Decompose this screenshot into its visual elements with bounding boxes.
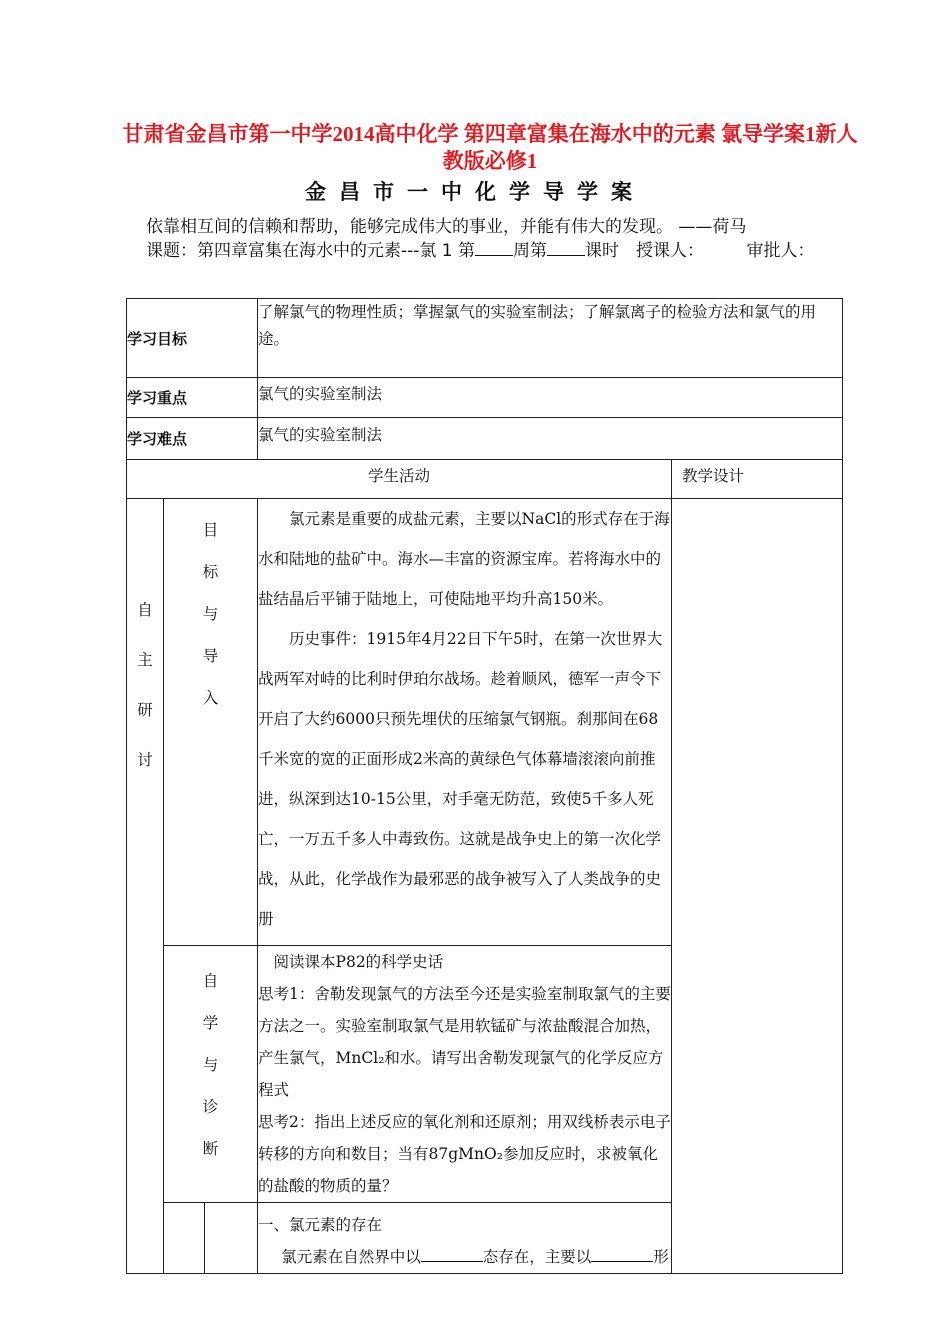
- goal-text: 了解氯气的物理性质；掌握氯气的实验室制法；了解氯离子的检验方法和氯气的用途。: [258, 299, 843, 378]
- topic-part1: 课题：第四章富集在海水中的元素---氯 1 第: [146, 241, 476, 261]
- state-blank[interactable]: [421, 1243, 483, 1262]
- school-heading: 金昌市一中化学导学案: [305, 180, 645, 204]
- teaching-design-cell[interactable]: [672, 499, 843, 1274]
- history-paragraph: 历史事件：1915年4月22日下午5时，在第一次世界大战两军对峙的比利时伊珀尔战场。趁着顺风，德军一声令下开启了大约6000只预先埋伏的压缩氯气钢瓶。刹那间在68千米宽的宽的正面形成2米高的黄绿色气体幕墙滚滚向前推进，纵深到达10-15公里，对手毫无防范，致使5千多人死亡，一万五千多人中毒致伤。这就是战争史上的第一次化学战，从此，化学战作为最邪恶的战争被写入了人类战争的史册: [258, 630, 663, 928]
- week-blank[interactable]: [475, 238, 513, 256]
- empty-cell: [205, 1203, 258, 1274]
- self-study-content: [258, 946, 672, 1203]
- difficulty-label: 学习难点: [127, 418, 258, 460]
- document-title: 甘肃省金昌市第一中学2014高中化学 第四章富集在海水中的元素 氯导学案1新人教版必修1: [122, 122, 858, 173]
- intro-content: [258, 499, 672, 946]
- motto-quote: 依靠相互间的信赖和帮助，能够完成伟大的事业，并能有伟大的发现。 ——荷马: [146, 217, 747, 237]
- self-study-label: 自 学 与 诊 断: [164, 946, 258, 1203]
- question-2: 思考2：指出上述反应的氧化剂和还原剂；用双线桥表示电子转移的方向和数目；当有87gMnO₂参加反应时，求被氧化的盐酸的物质的量？: [258, 1113, 671, 1195]
- study-plan-table: [126, 298, 843, 1274]
- goal-intro-label: 目 标 与 导 入: [164, 499, 258, 946]
- period-blank[interactable]: [547, 238, 585, 256]
- topic-part3: 课时 授课人： 审批人：: [585, 241, 815, 261]
- intro-paragraph: 氯元素是重要的成盐元素，主要以NaCl的形式存在于海水和陆地的盐矿中。海水—丰富的资源宝库。若将海水中的盐结晶后平铺于陆地上，可使陆地平均升高150米。: [258, 510, 670, 608]
- chlorine-existence-content: [258, 1203, 672, 1274]
- self-study-side-label: 自 主 研 讨: [127, 499, 164, 1274]
- focus-text: 氯气的实验室制法: [258, 378, 843, 418]
- question-1: 思考1：舍勒发现氯气的方法至今还是实验室制取氯气的主要方法之一。实验室制取氯气是用软锰矿与浓盐酸混合加热，产生氯气，MnCl₂和水。请写出舍勒发现氯气的化学反应方程式: [258, 985, 671, 1099]
- form-blank[interactable]: [591, 1243, 653, 1262]
- fill-in-line: 氯元素在自然界中以 态存在，主要以 形: [258, 1241, 671, 1273]
- student-activity-header: 学生活动: [127, 460, 672, 499]
- empty-cell: [164, 1203, 205, 1274]
- difficulty-text: 氯气的实验室制法: [258, 418, 843, 460]
- focus-label: 学习重点: [127, 378, 258, 418]
- goal-label: 学习目标: [127, 299, 258, 378]
- section-heading: 一、氯元素的存在: [258, 1216, 383, 1234]
- teaching-design-header: 教学设计: [672, 460, 843, 499]
- reading-prompt: 阅读课本P82的科学史话: [273, 953, 444, 971]
- topic-line: [146, 238, 858, 264]
- topic-part2: 周第: [513, 241, 548, 261]
